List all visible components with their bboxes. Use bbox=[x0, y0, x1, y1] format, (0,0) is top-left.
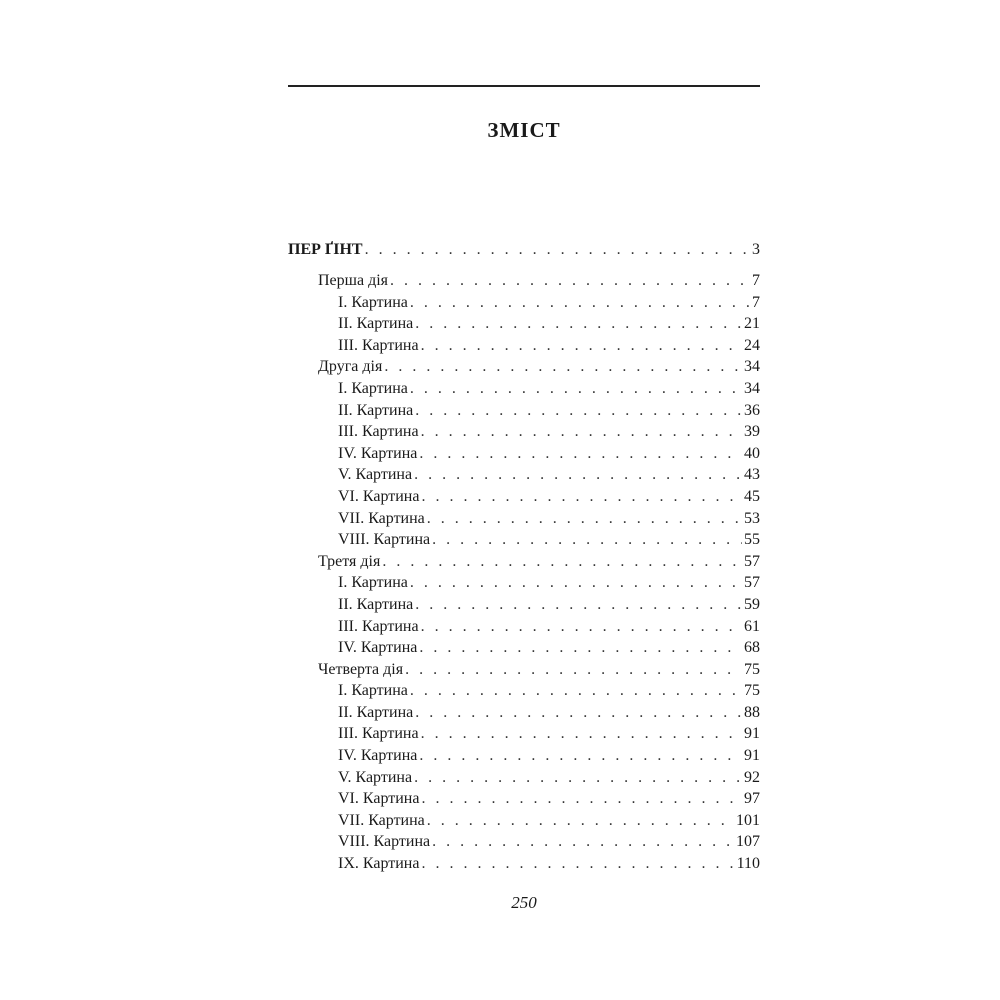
header-rule bbox=[288, 85, 760, 87]
toc-entry-label: II. Картина bbox=[338, 401, 414, 419]
toc-entry-page: 61 bbox=[744, 617, 760, 635]
toc-entry-scene bbox=[288, 313, 760, 335]
toc-entry-act bbox=[288, 659, 760, 681]
toc-entry-page: 7 bbox=[752, 293, 760, 311]
toc-entry-scene bbox=[288, 486, 760, 508]
toc-entry-scene bbox=[288, 378, 760, 400]
toc-entry-label: II. Картина bbox=[338, 595, 414, 613]
page-number: 250 bbox=[511, 893, 537, 912]
toc-entry-scene bbox=[288, 788, 760, 810]
toc-entry-scene bbox=[288, 745, 760, 767]
toc-entry-page: 57 bbox=[744, 574, 760, 592]
toc-entry-label: Третя дія bbox=[318, 552, 381, 570]
toc-dot-leader bbox=[421, 788, 742, 810]
toc-entry-label: VI. Картина bbox=[338, 487, 420, 505]
toc-entry-page: 101 bbox=[736, 811, 760, 829]
toc-entry-label: III. Картина bbox=[338, 725, 419, 743]
toc-entry-label: Четверта дія bbox=[318, 660, 404, 678]
toc-entry-label: Друга дія bbox=[318, 358, 383, 376]
toc-entry-label: IX. Картина bbox=[338, 855, 420, 873]
toc-entry-page: 75 bbox=[744, 660, 760, 678]
toc-entry-label: I. Картина bbox=[338, 293, 408, 311]
toc-entry-label: ПЕР ҐІНТ bbox=[288, 241, 363, 258]
table-of-contents bbox=[288, 238, 760, 875]
toc-entry-page: 92 bbox=[744, 768, 760, 786]
toc-dot-leader bbox=[421, 616, 742, 638]
toc-entry-page: 39 bbox=[744, 423, 760, 441]
toc-entry-label: VIII. Картина bbox=[338, 833, 431, 851]
toc-dot-leader bbox=[410, 292, 750, 314]
toc-entry-page: 34 bbox=[744, 358, 760, 376]
toc-entry-scene bbox=[288, 853, 760, 875]
toc-dot-leader bbox=[432, 831, 734, 853]
toc-entry-label: VII. Картина bbox=[338, 811, 425, 829]
toc-entry-scene bbox=[288, 594, 760, 616]
toc-dot-leader bbox=[421, 723, 742, 745]
toc-entry-label: III. Картина bbox=[338, 423, 419, 441]
toc-entry-scene bbox=[288, 637, 760, 659]
toc-entry-page: 34 bbox=[744, 379, 760, 397]
toc-dot-leader bbox=[419, 443, 742, 465]
toc-entry-page: 7 bbox=[752, 272, 760, 289]
toc-entry-label: IV. Картина bbox=[338, 639, 418, 657]
toc-entry-page: 3 bbox=[752, 241, 760, 258]
toc-entry-scene bbox=[288, 680, 760, 702]
toc-entry-scene bbox=[288, 616, 760, 638]
toc-entry-label: IV. Картина bbox=[338, 444, 418, 462]
toc-entry-page: 21 bbox=[744, 315, 760, 333]
toc-entry-page: 110 bbox=[736, 855, 760, 873]
toc-entry-label: V. Картина bbox=[338, 466, 413, 484]
toc-dot-leader bbox=[419, 637, 742, 659]
toc-dot-leader bbox=[410, 572, 742, 594]
toc-entry-label: Перша дія bbox=[318, 272, 389, 289]
toc-entry-scene bbox=[288, 421, 760, 443]
toc-dot-leader bbox=[414, 464, 742, 486]
toc-entry-page: 88 bbox=[744, 703, 760, 721]
toc-entry-page: 75 bbox=[744, 682, 760, 700]
toc-entry-act bbox=[288, 551, 760, 573]
toc-entry-page: 53 bbox=[744, 509, 760, 527]
toc-entry-scene bbox=[288, 292, 760, 314]
toc-entry-scene bbox=[288, 702, 760, 724]
toc-entry-page: 43 bbox=[744, 466, 760, 484]
toc-entry-scene bbox=[288, 572, 760, 594]
toc-dot-leader bbox=[384, 356, 742, 378]
toc-entry-scene bbox=[288, 443, 760, 465]
toc-entry-page: 40 bbox=[744, 444, 760, 462]
toc-dot-leader bbox=[427, 508, 742, 530]
toc-dot-leader bbox=[415, 400, 742, 422]
toc-entry-page: 91 bbox=[744, 747, 760, 765]
toc-entry-scene bbox=[288, 831, 760, 853]
toc-dot-leader bbox=[410, 680, 742, 702]
toc-entry-label: II. Картина bbox=[338, 315, 414, 333]
page-title: ЗМІСТ bbox=[487, 118, 561, 142]
toc-dot-leader bbox=[365, 238, 750, 262]
toc-entry-label: I. Картина bbox=[338, 574, 408, 592]
toc-entry-page: 24 bbox=[744, 336, 760, 354]
toc-entry-label: II. Картина bbox=[338, 703, 414, 721]
toc-dot-leader bbox=[405, 659, 742, 681]
toc-dot-leader bbox=[432, 529, 742, 551]
toc-entry-page: 57 bbox=[744, 552, 760, 570]
toc-dot-leader bbox=[390, 270, 750, 292]
toc-dot-leader bbox=[410, 378, 742, 400]
toc-entry-label: V. Картина bbox=[338, 768, 413, 786]
toc-entry-act bbox=[288, 356, 760, 378]
toc-entry-label: VIII. Картина bbox=[338, 531, 431, 549]
toc-dot-leader bbox=[415, 594, 742, 616]
toc-dot-leader bbox=[421, 421, 742, 443]
toc-entry-label: I. Картина bbox=[338, 682, 408, 700]
toc-entry-label: III. Картина bbox=[338, 617, 419, 635]
toc-dot-leader bbox=[427, 810, 734, 832]
toc-entry-page: 97 bbox=[744, 790, 760, 808]
toc-entry-label: I. Картина bbox=[338, 379, 408, 397]
toc-entry-scene bbox=[288, 529, 760, 551]
toc-entry-page: 91 bbox=[744, 725, 760, 743]
toc-entry-scene bbox=[288, 723, 760, 745]
toc-entry-scene bbox=[288, 508, 760, 530]
toc-entry-label: IV. Картина bbox=[338, 747, 418, 765]
toc-dot-leader bbox=[415, 702, 742, 724]
toc-dot-leader bbox=[421, 853, 734, 875]
toc-dot-leader bbox=[421, 486, 742, 508]
toc-dot-leader bbox=[382, 551, 742, 573]
toc-entry-page: 107 bbox=[736, 833, 760, 851]
toc-dot-leader bbox=[421, 335, 742, 357]
toc-dot-leader bbox=[415, 313, 742, 335]
toc-entry-page: 45 bbox=[744, 487, 760, 505]
toc-entry-page: 59 bbox=[744, 595, 760, 613]
toc-entry-page: 55 bbox=[744, 531, 760, 549]
toc-entry-page: 36 bbox=[744, 401, 760, 419]
toc-entry-act bbox=[288, 270, 760, 292]
toc-entry-scene bbox=[288, 767, 760, 789]
toc-entry-label: VI. Картина bbox=[338, 790, 420, 808]
toc-entry-label: VII. Картина bbox=[338, 509, 425, 527]
toc-dot-leader bbox=[414, 767, 742, 789]
toc-entry-scene bbox=[288, 400, 760, 422]
toc-entry-scene bbox=[288, 335, 760, 357]
toc-entry-label: III. Картина bbox=[338, 336, 419, 354]
toc-dot-leader bbox=[419, 745, 742, 767]
toc-entry-page: 68 bbox=[744, 639, 760, 657]
toc-entry-scene bbox=[288, 464, 760, 486]
toc-entry-scene bbox=[288, 810, 760, 832]
toc-entry-top bbox=[288, 238, 760, 270]
